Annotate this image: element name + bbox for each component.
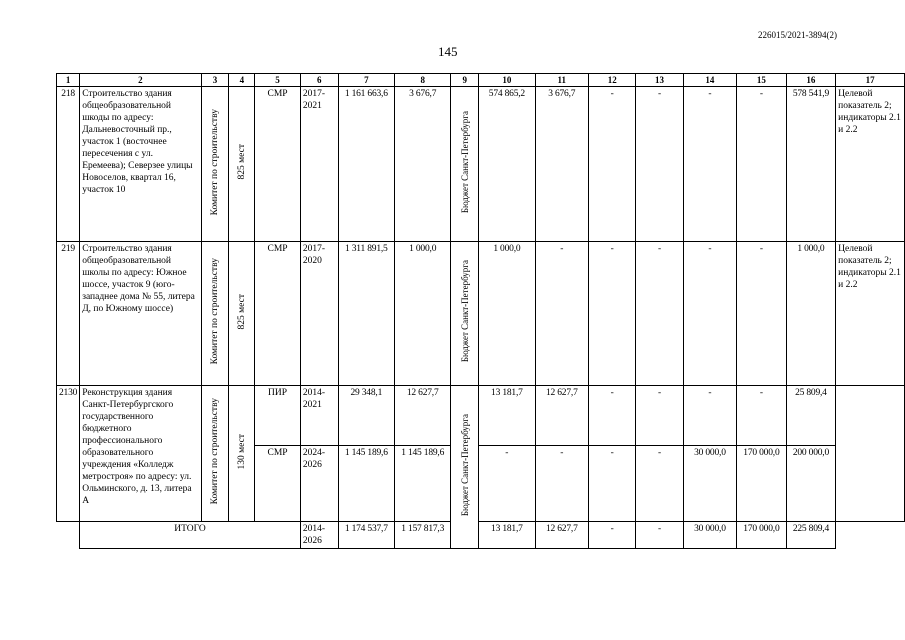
value-c8: 3 676,7 bbox=[395, 87, 451, 242]
capacity-cell bbox=[229, 87, 255, 242]
header-cell: 13 bbox=[636, 74, 683, 87]
source-text: Бюджет Санкт-Петербурга bbox=[459, 260, 470, 363]
value-c7: 1 161 663,6 bbox=[338, 87, 394, 242]
total-c15: 170 000,0 bbox=[737, 522, 787, 549]
source-text: Бюджет Санкт-Петербурга bbox=[459, 110, 470, 214]
value-c12: - bbox=[589, 87, 636, 242]
value-c13: - bbox=[636, 242, 683, 386]
value-c10: 1 000,0 bbox=[479, 242, 535, 386]
object-name: Строительство здания общеобразовательной школы по адресу: Южное шоссе, участок 9 (юго-западнее дома № 55, литера Д, по Южному шоссе) bbox=[80, 242, 201, 386]
value-c15: - bbox=[737, 87, 787, 242]
work-type: СМР bbox=[255, 242, 301, 386]
program-table bbox=[56, 73, 905, 549]
value-c7: 1 311 891,5 bbox=[338, 242, 394, 386]
blank-cell bbox=[836, 522, 905, 549]
total-period: 2014-2026 bbox=[300, 522, 338, 549]
header-cell: 3 bbox=[201, 74, 229, 87]
indicator: Целевой показатель 2; индикаторы 2.1 и 2.2 bbox=[836, 87, 905, 242]
total-c11: 12 627,7 bbox=[535, 522, 588, 549]
value-c10: 574 865,2 bbox=[479, 87, 535, 242]
executor-cell bbox=[201, 87, 229, 242]
period: 2014-2021 bbox=[300, 386, 338, 446]
value-c11: - bbox=[535, 446, 588, 522]
total-c14: 30 000,0 bbox=[683, 522, 736, 549]
capacity-text: 825 мест bbox=[236, 293, 247, 330]
total-c8: 1 157 817,3 bbox=[395, 522, 451, 549]
header-cell: 12 bbox=[589, 74, 636, 87]
value-c11: 3 676,7 bbox=[535, 87, 588, 242]
value-c14: - bbox=[683, 242, 736, 386]
value-c13: - bbox=[636, 386, 683, 446]
capacity-cell bbox=[229, 242, 255, 386]
value-c16: 1 000,0 bbox=[786, 242, 836, 386]
value-c14: - bbox=[683, 386, 736, 446]
header-cell: 2 bbox=[80, 74, 201, 87]
total-c13: - bbox=[636, 522, 683, 549]
header-cell: 14 bbox=[683, 74, 736, 87]
header-cell: 8 bbox=[395, 74, 451, 87]
value-c15: - bbox=[737, 242, 787, 386]
value-c10: - bbox=[479, 446, 535, 522]
object-name: Реконструкция здания Санкт-Петербургского государственного бюджетного профессионального образовательного учреждения «Колледж метростроя» по адресу: ул. Ольминского, д. 13, литера А bbox=[80, 386, 201, 522]
value-c12: - bbox=[589, 446, 636, 522]
work-type: СМР bbox=[255, 446, 301, 522]
executor-text: Комитет по строительству bbox=[210, 398, 221, 505]
value-c15: 170 000,0 bbox=[737, 446, 787, 522]
value-c7: 29 348,1 bbox=[338, 386, 394, 446]
header-cell: 15 bbox=[737, 74, 787, 87]
row-number: 2130 bbox=[57, 386, 80, 522]
value-c15: - bbox=[737, 386, 787, 446]
header-cell: 4 bbox=[229, 74, 255, 87]
value-c11: 12 627,7 bbox=[535, 386, 588, 446]
value-c12: - bbox=[589, 386, 636, 446]
capacity-text: 825 мест bbox=[236, 144, 247, 180]
value-c14: - bbox=[683, 87, 736, 242]
header-cell: 16 bbox=[786, 74, 836, 87]
header-cell: 17 bbox=[836, 74, 905, 87]
indicator bbox=[836, 386, 905, 522]
value-c12: - bbox=[589, 242, 636, 386]
total-c12: - bbox=[589, 522, 636, 549]
value-c8: 1 000,0 bbox=[395, 242, 451, 386]
source-cell bbox=[451, 87, 479, 242]
work-type: ПИР bbox=[255, 386, 301, 446]
value-c16: 25 809,4 bbox=[786, 386, 836, 446]
blank-cell bbox=[57, 522, 80, 549]
source-cell bbox=[451, 386, 479, 549]
total-c7: 1 174 537,7 bbox=[338, 522, 394, 549]
table-row bbox=[57, 242, 905, 386]
period: 2017-2021 bbox=[300, 87, 338, 242]
value-c16: 200 000,0 bbox=[786, 446, 836, 522]
header-cell: 10 bbox=[479, 74, 535, 87]
value-c13: - bbox=[636, 446, 683, 522]
header-cell: 6 bbox=[300, 74, 338, 87]
total-c16: 225 809,4 bbox=[786, 522, 836, 549]
header-row bbox=[57, 74, 905, 87]
source-text: Бюджет Санкт-Петербурга bbox=[459, 413, 470, 517]
header-cell: 9 bbox=[451, 74, 479, 87]
capacity-cell bbox=[229, 386, 255, 522]
header-cell: 1 bbox=[57, 74, 80, 87]
capacity-text: 130 мест bbox=[236, 433, 247, 470]
table-row bbox=[57, 386, 905, 446]
header-cell: 11 bbox=[535, 74, 588, 87]
total-c10: 13 181,7 bbox=[479, 522, 535, 549]
document-number: 226015/2021-3894(2) bbox=[758, 30, 837, 40]
object-name: Строительство здания общеобразовательной шкоды по адресу: Дальневосточный пр., участок 1 (восточнее пересечения с ул. Еремеева); Северзее улицы Новоселов, квартал 16, участок 10 bbox=[80, 87, 201, 242]
value-c10: 13 181,7 bbox=[479, 386, 535, 446]
row-number: 219 bbox=[57, 242, 80, 386]
executor-cell bbox=[201, 242, 229, 386]
header-cell: 5 bbox=[255, 74, 301, 87]
page-number: 145 bbox=[438, 44, 458, 59]
executor-text: Комитет по строительству bbox=[210, 258, 221, 365]
value-c7: 1 145 189,6 bbox=[338, 446, 394, 522]
executor-cell bbox=[201, 386, 229, 522]
total-row bbox=[57, 522, 905, 549]
work-type: СМР bbox=[255, 87, 301, 242]
value-c11: - bbox=[535, 242, 588, 386]
header-cell: 7 bbox=[338, 74, 394, 87]
row-number: 218 bbox=[57, 87, 80, 242]
value-c8: 12 627,7 bbox=[395, 386, 451, 446]
indicator: Целевой показатель 2; индикаторы 2.1 и 2.2 bbox=[836, 242, 905, 386]
period: 2024-2026 bbox=[300, 446, 338, 522]
value-c8: 1 145 189,6 bbox=[395, 446, 451, 522]
source-cell bbox=[451, 242, 479, 386]
value-c16: 578 541,9 bbox=[786, 87, 836, 242]
table-row bbox=[57, 87, 905, 242]
value-c14: 30 000,0 bbox=[683, 446, 736, 522]
period: 2017-2020 bbox=[300, 242, 338, 386]
value-c13: - bbox=[636, 87, 683, 242]
executor-text: Комитет по строительству bbox=[210, 108, 221, 216]
total-label: ИТОГО bbox=[80, 522, 301, 549]
